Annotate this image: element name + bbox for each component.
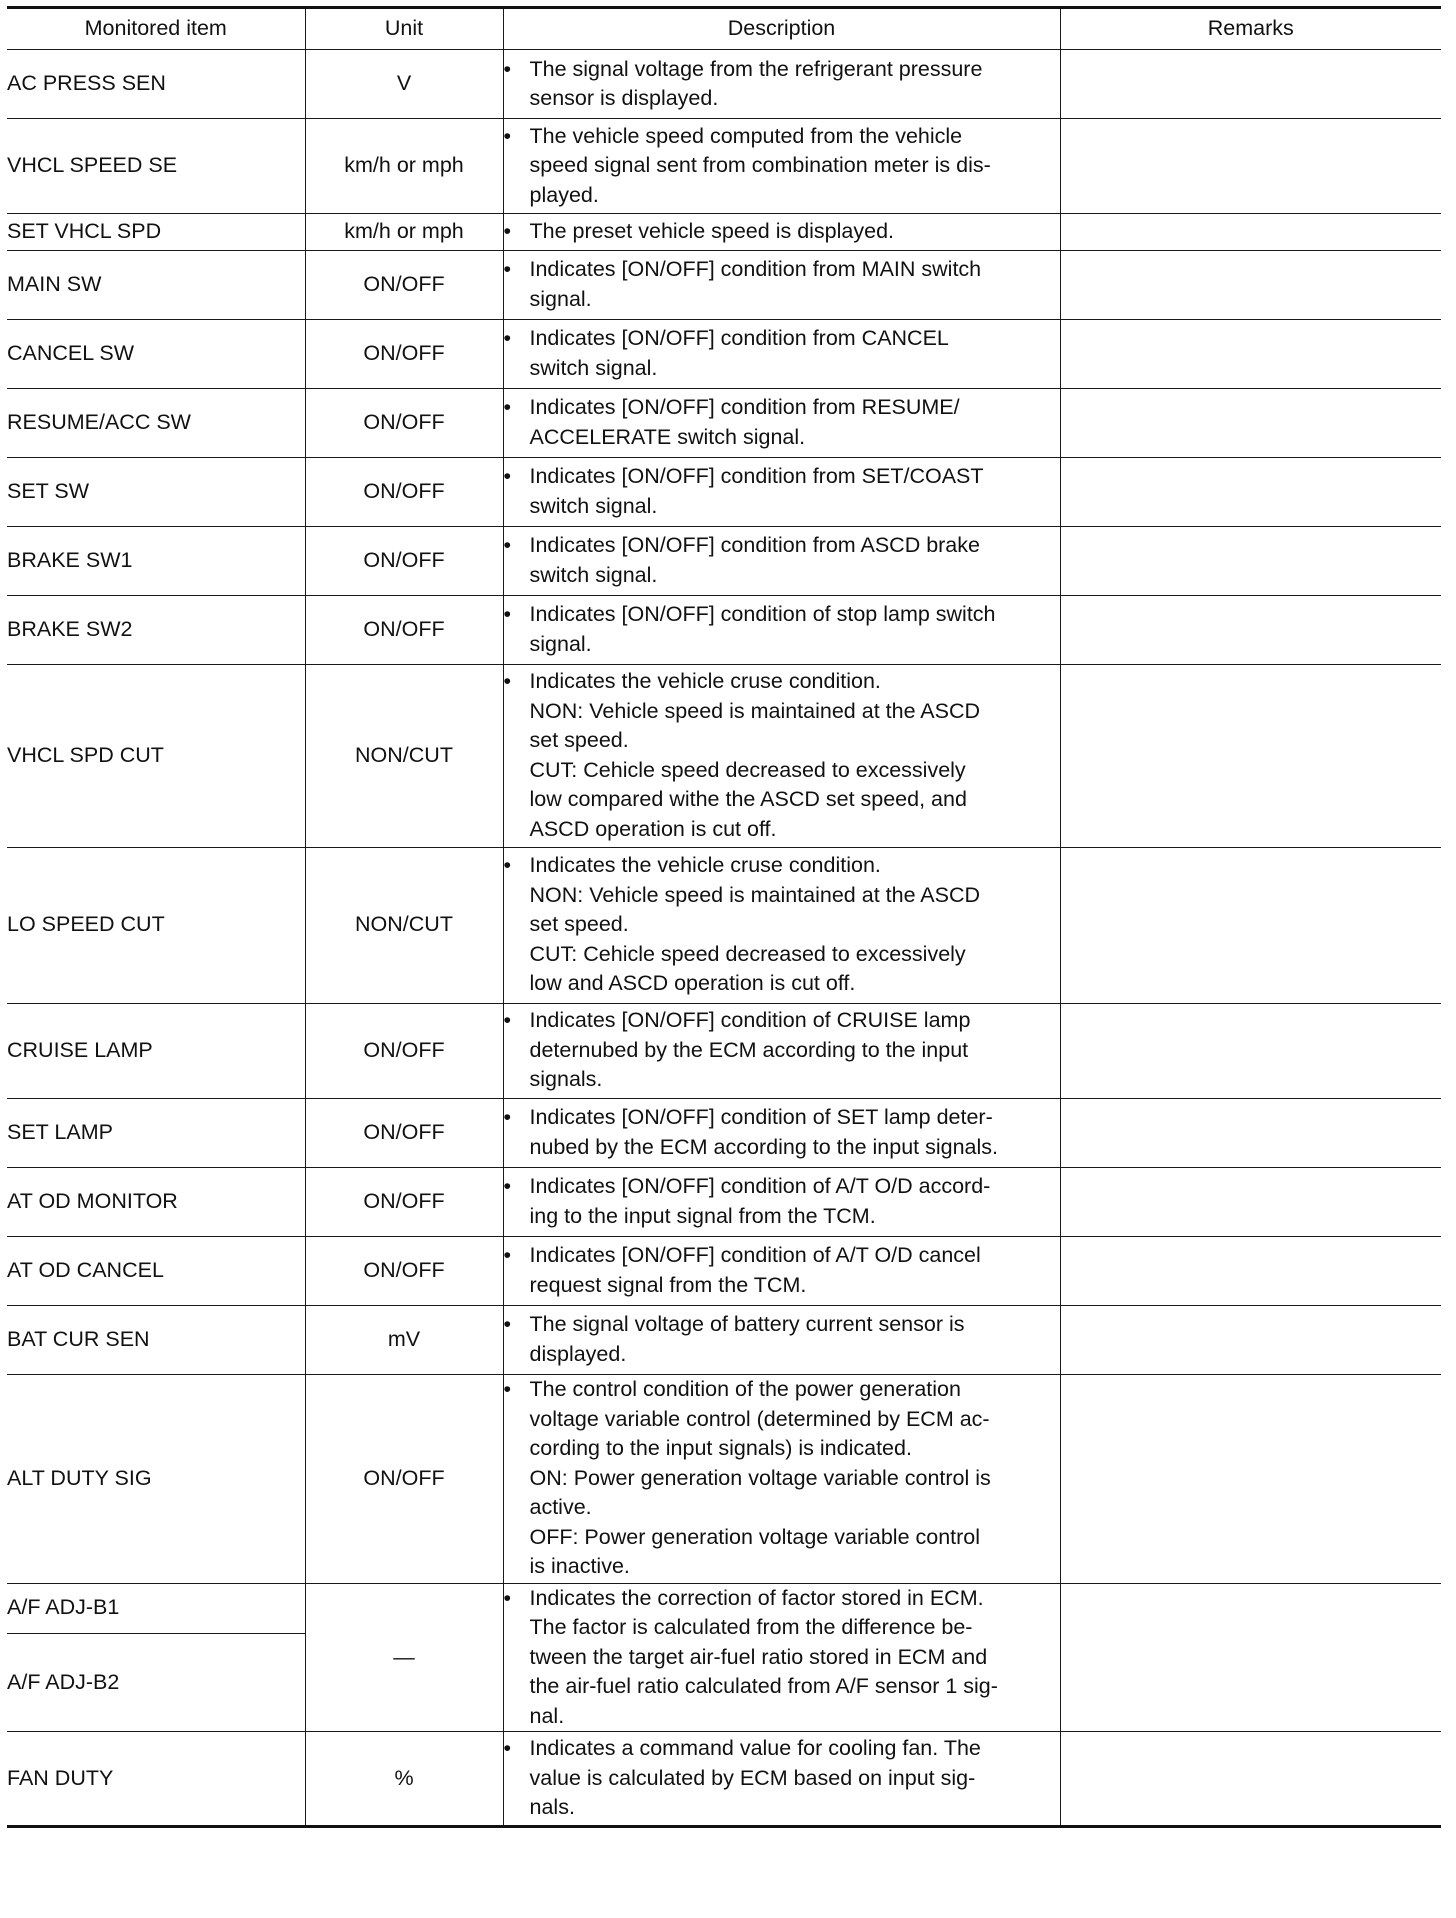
- description-line: signal.: [529, 286, 592, 311]
- description-cell: [503, 1305, 1060, 1374]
- description-cell: [503, 1003, 1060, 1098]
- table-row: [7, 1236, 1441, 1305]
- monitored-item-cell: SET SW: [7, 457, 305, 526]
- header-remarks: Remarks: [1060, 8, 1441, 50]
- bullet: •: [503, 219, 512, 243]
- description-line: Indicates [ON/OFF] condition from RESUME/: [529, 395, 960, 419]
- remarks-cell: [1060, 250, 1441, 319]
- remarks-cell: [1060, 1305, 1441, 1374]
- description-line: Indicates [ON/OFF] condition of SET lamp deter-: [529, 1105, 993, 1129]
- monitored-item-cell: BRAKE SW2: [7, 595, 305, 664]
- unit-cell: mV: [305, 1305, 503, 1374]
- monitored-item-cell: FAN DUTY: [7, 1732, 305, 1827]
- unit-cell: ON/OFF: [305, 1236, 503, 1305]
- description-line: set speed.: [529, 728, 629, 752]
- description-cell: [503, 595, 1060, 664]
- bullet: •: [503, 464, 512, 488]
- monitored-item-cell: LO SPEED CUT: [7, 847, 305, 1003]
- monitored-item-cell: CANCEL SW: [7, 319, 305, 388]
- bullet: •: [503, 257, 512, 281]
- description-cell: [503, 250, 1060, 319]
- unit-cell: NON/CUT: [305, 847, 503, 1003]
- description-cell: [503, 1167, 1060, 1236]
- monitored-item-cell: BAT CUR SEN: [7, 1305, 305, 1374]
- description-cell: [503, 214, 1060, 251]
- description-line: active.: [529, 1495, 592, 1520]
- bullet: •: [503, 1243, 512, 1267]
- remarks-cell: [1060, 119, 1441, 214]
- monitored-item-cell: AT OD MONITOR: [7, 1167, 305, 1236]
- unit-cell: ON/OFF: [305, 250, 503, 319]
- table-row: [7, 1583, 1441, 1633]
- description-line: signals.: [529, 1067, 603, 1092]
- description-line: switch signal.: [529, 355, 658, 380]
- bullet: •: [503, 395, 512, 419]
- monitored-item-cell: CRUISE LAMP: [7, 1003, 305, 1098]
- unit-cell: ON/OFF: [305, 1374, 503, 1583]
- description-line: CUT: Cehicle speed decreased to excessively: [529, 941, 966, 966]
- bullet: •: [503, 1008, 512, 1033]
- monitored-item-cell: SET VHCL SPD: [7, 214, 305, 251]
- unit-cell: ON/OFF: [305, 526, 503, 595]
- description-cell: [503, 1236, 1060, 1305]
- monitored-item-cell: BRAKE SW1: [7, 526, 305, 595]
- bullet: •: [503, 56, 512, 81]
- description-line: Indicates [ON/OFF] condition from CANCEL: [529, 326, 949, 350]
- remarks-cell: [1060, 1374, 1441, 1583]
- description-line: sensor is displayed.: [529, 86, 719, 110]
- description-line: displayed.: [529, 1341, 627, 1366]
- description-line: switch signal.: [529, 493, 658, 518]
- header-row: [7, 8, 1441, 50]
- table-row: [7, 1305, 1441, 1374]
- table-row: [7, 1167, 1441, 1236]
- table-row: [7, 214, 1441, 251]
- bullet: •: [503, 1377, 512, 1402]
- description-cell: [503, 1098, 1060, 1167]
- description-line: low compared withe the ASCD set speed, and: [529, 787, 967, 811]
- description-cell: [503, 664, 1060, 847]
- description-line: The vehicle speed computed from the vehicle: [529, 123, 963, 148]
- monitored-item-cell: VHCL SPEED SE: [7, 119, 305, 214]
- remarks-cell: [1060, 595, 1441, 664]
- remarks-cell: [1060, 457, 1441, 526]
- description-cell: [503, 457, 1060, 526]
- monitored-item-cell: A/F ADJ-B1: [7, 1583, 305, 1633]
- description-line: NON: Vehicle speed is maintained at the ASCD: [529, 698, 981, 723]
- table-row: [7, 250, 1441, 319]
- bullet: •: [503, 1736, 512, 1761]
- table-row: [7, 388, 1441, 457]
- remarks-cell: [1060, 1732, 1441, 1827]
- table-row: [7, 1003, 1441, 1098]
- description-line: nubed by the ECM according to the input signals.: [529, 1134, 999, 1159]
- description-line: value is calculated by ECM based on input sig-: [529, 1765, 976, 1790]
- description-line: ACCELERATE switch signal.: [529, 424, 806, 449]
- description-line: played.: [529, 182, 599, 207]
- unit-cell: ON/OFF: [305, 457, 503, 526]
- monitored-item-cell: A/F ADJ-B2: [7, 1633, 305, 1731]
- description-line: NON: Vehicle speed is maintained at the ASCD: [529, 882, 981, 907]
- bullet: •: [503, 1105, 512, 1129]
- description-line: The signal voltage from the refrigerant pressure: [529, 56, 983, 81]
- description-line: Indicates the vehicle cruse condition.: [529, 853, 881, 878]
- description-line: signal.: [529, 631, 592, 656]
- table-row: [7, 1732, 1441, 1827]
- bullet: •: [503, 123, 512, 148]
- unit-cell: ON/OFF: [305, 1003, 503, 1098]
- description-line: CUT: Cehicle speed decreased to excessively: [529, 757, 966, 782]
- bullet: •: [503, 1312, 512, 1336]
- monitored-item-cell: VHCL SPD CUT: [7, 664, 305, 847]
- description-line: Indicates a command value for cooling fan. The: [529, 1736, 981, 1761]
- description-line: The control condition of the power generation: [529, 1377, 961, 1402]
- unit-cell: ON/OFF: [305, 1167, 503, 1236]
- description-line: Indicates [ON/OFF] condition from ASCD brake: [529, 533, 980, 557]
- bullet: •: [503, 602, 512, 626]
- remarks-cell: [1060, 1583, 1441, 1732]
- description-cell: [503, 526, 1060, 595]
- remarks-cell: [1060, 1167, 1441, 1236]
- description-line: Indicates the vehicle cruse condition.: [529, 669, 881, 693]
- header-description: Description: [503, 8, 1060, 50]
- remarks-cell: [1060, 847, 1441, 1003]
- description-line: set speed.: [529, 912, 629, 937]
- description-line: Indicates [ON/OFF] condition from MAIN switch: [529, 257, 982, 281]
- description-line: Indicates [ON/OFF] condition of stop lamp switch: [529, 602, 996, 626]
- description-cell: [503, 847, 1060, 1003]
- unit-cell: —: [305, 1583, 503, 1732]
- description-line: nals.: [529, 1795, 575, 1820]
- description-line: OFF: Power generation voltage variable control: [529, 1524, 981, 1549]
- monitored-item-cell: MAIN SW: [7, 250, 305, 319]
- description-line: tween the target air-fuel ratio stored in ECM and: [529, 1644, 988, 1669]
- description-line: is inactive.: [529, 1554, 630, 1579]
- remarks-cell: [1060, 388, 1441, 457]
- table-row: [7, 526, 1441, 595]
- bullet: •: [503, 853, 512, 878]
- description-cell: [503, 388, 1060, 457]
- description-line: Indicates [ON/OFF] condition from SET/COAST: [529, 464, 984, 488]
- description-line: low and ASCD operation is cut off.: [529, 971, 856, 996]
- description-line: ON: Power generation voltage variable control is: [529, 1465, 991, 1490]
- unit-cell: km/h or mph: [305, 119, 503, 214]
- header-unit: Unit: [305, 8, 503, 50]
- unit-cell: km/h or mph: [305, 214, 503, 251]
- unit-cell: ON/OFF: [305, 388, 503, 457]
- description-line: switch signal.: [529, 562, 658, 587]
- remarks-cell: [1060, 319, 1441, 388]
- description-line: Indicates [ON/OFF] condition of A/T O/D accord-: [529, 1174, 991, 1198]
- bullet: •: [503, 669, 512, 693]
- description-cell: [503, 1583, 1060, 1732]
- header-monitored-item: Monitored item: [7, 8, 305, 50]
- description-line: the air-fuel ratio calculated from A/F sensor 1 sig-: [529, 1674, 998, 1698]
- description-line: Indicates [ON/OFF] condition of A/T O/D cancel: [529, 1243, 981, 1267]
- table-row: [7, 119, 1441, 214]
- bullet: •: [503, 533, 512, 557]
- bullet: •: [503, 1585, 512, 1610]
- remarks-cell: [1060, 214, 1441, 251]
- unit-cell: V: [305, 50, 503, 119]
- table-row: [7, 1098, 1441, 1167]
- table-row: [7, 319, 1441, 388]
- bullet: •: [503, 1174, 512, 1198]
- description-line: The factor is calculated from the difference be-: [529, 1615, 973, 1639]
- monitored-item-cell: ALT DUTY SIG: [7, 1374, 305, 1583]
- description-line: The preset vehicle speed is displayed.: [529, 219, 895, 243]
- description-line: voltage variable control (determined by ECM ac-: [529, 1406, 990, 1431]
- bullet: •: [503, 326, 512, 350]
- unit-cell: ON/OFF: [305, 1098, 503, 1167]
- table-row: [7, 1374, 1441, 1583]
- table-row: [7, 847, 1441, 1003]
- description-line: Indicates [ON/OFF] condition of CRUISE lamp: [529, 1008, 971, 1033]
- unit-cell: %: [305, 1732, 503, 1827]
- table-row: [7, 664, 1441, 847]
- remarks-cell: [1060, 1098, 1441, 1167]
- monitored-items-table: [7, 6, 1441, 1828]
- unit-cell: ON/OFF: [305, 595, 503, 664]
- monitored-item-cell: SET LAMP: [7, 1098, 305, 1167]
- description-cell: [503, 1374, 1060, 1583]
- description-line: cording to the input signals) is indicated.: [529, 1436, 912, 1461]
- description-line: The signal voltage of battery current sensor is: [529, 1312, 965, 1336]
- monitored-item-cell: AC PRESS SEN: [7, 50, 305, 119]
- remarks-cell: [1060, 1003, 1441, 1098]
- table-row: [7, 50, 1441, 119]
- table-row: [7, 595, 1441, 664]
- description-line: ing to the input signal from the TCM.: [529, 1203, 876, 1228]
- remarks-cell: [1060, 1236, 1441, 1305]
- description-cell: [503, 50, 1060, 119]
- table-row: [7, 457, 1441, 526]
- description-line: request signal from the TCM.: [529, 1272, 807, 1297]
- description-cell: [503, 1732, 1060, 1827]
- remarks-cell: [1060, 50, 1441, 119]
- description-cell: [503, 319, 1060, 388]
- description-line: deternubed by the ECM according to the input: [529, 1037, 969, 1062]
- description-line: ASCD operation is cut off.: [529, 816, 777, 841]
- description-line: speed signal sent from combination meter is dis-: [529, 153, 991, 178]
- monitored-item-cell: AT OD CANCEL: [7, 1236, 305, 1305]
- unit-cell: ON/OFF: [305, 319, 503, 388]
- unit-cell: NON/CUT: [305, 664, 503, 847]
- monitored-item-cell: RESUME/ACC SW: [7, 388, 305, 457]
- remarks-cell: [1060, 526, 1441, 595]
- description-line: Indicates the correction of factor stored in ECM.: [529, 1585, 984, 1610]
- description-line: nal.: [529, 1703, 565, 1728]
- description-cell: [503, 119, 1060, 214]
- remarks-cell: [1060, 664, 1441, 847]
